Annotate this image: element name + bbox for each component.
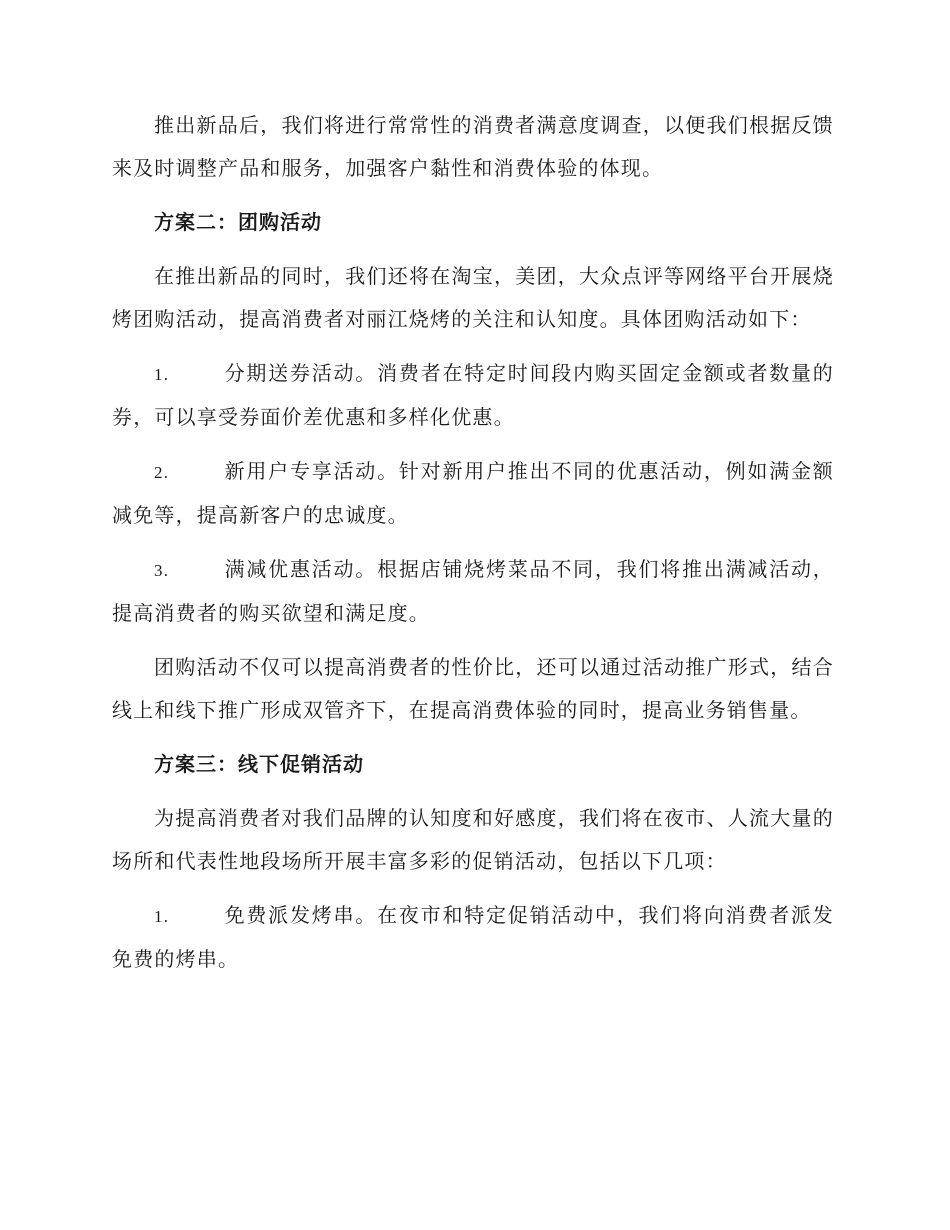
section-heading-group-buying: 方案二：团购活动 — [154, 210, 322, 234]
paragraph-offline-promotion-intro: 为提高消费者对我们品牌的认知度和好感度，我们将在夜市、人流大量的场所和代表性地段场所开展丰富多彩的促销活动，包括以下几项： — [112, 806, 834, 873]
list-item-number: 2. — [154, 463, 170, 482]
section-heading-offline-promotion: 方案三：线下促销活动 — [154, 752, 364, 776]
list-item — [112, 894, 834, 981]
list-item-text: 免费派发烤串。在夜市和特定促销活动中，我们将向消费者派发免费的烤串。 — [112, 903, 834, 971]
list-item — [112, 450, 834, 537]
paragraph-group-buying-summary: 团购活动不仅可以提高消费者的性价比，还可以通过活动推广形式，结合线上和线下推广形成双管齐下，在提高消费体验的同时，提高业务销售量。 — [112, 655, 834, 722]
list-item-text: 分期送券活动。消费者在特定时间段内购买固定金额或者数量的券，可以享受券面价差优惠和多样化优惠。 — [112, 361, 834, 429]
document-page — [112, 104, 834, 992]
list-item — [112, 352, 834, 439]
paragraph-survey: 推出新品后，我们将进行常常性的消费者满意度调查，以便我们根据反馈来及时调整产品和服务，加强客户黏性和消费体验的体现。 — [112, 113, 834, 180]
list-item-number: 1. — [154, 907, 170, 926]
list-item-number: 1. — [154, 365, 170, 384]
list-item-text: 新用户专享活动。针对新用户推出不同的优惠活动，例如满金额减免等，提高新客户的忠诚度。 — [112, 459, 834, 527]
list-item-number: 3. — [154, 561, 170, 580]
list-item-text: 满减优惠活动。根据店铺烧烤菜品不同，我们将推出满减活动，提高消费者的购买欲望和满足度。 — [112, 557, 834, 625]
paragraph-group-buying-intro: 在推出新品的同时，我们还将在淘宝，美团，大众点评等网络平台开展烧烤团购活动，提高消费者对丽江烧烤的关注和认知度。具体团购活动如下： — [112, 264, 834, 331]
list-item — [112, 548, 834, 635]
